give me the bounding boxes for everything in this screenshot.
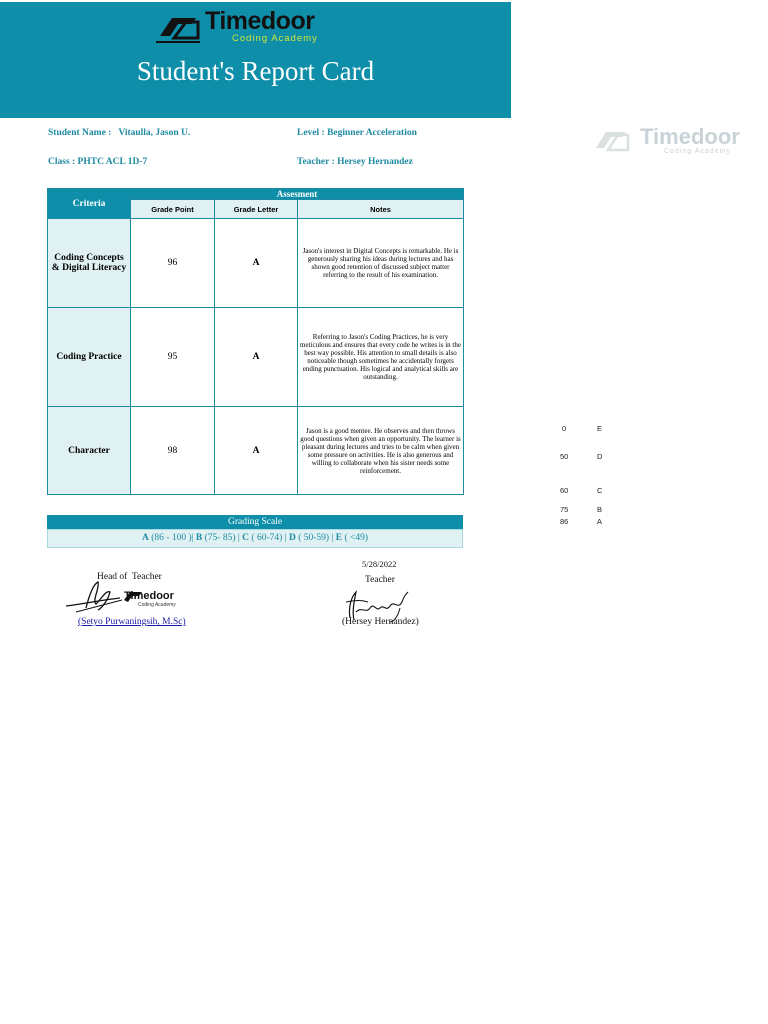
scale-letter: B [195,533,203,543]
table-row [48,219,464,308]
scale-range: (86 - 100 ) [148,533,192,543]
side-scale-letter: B [597,505,603,514]
side-scale-letter: E [597,424,603,433]
head-signature-logo-sub: Coding Academy [138,602,176,608]
grade-letter-header: Grade Letter [215,200,298,219]
assessment-header: Assesment [131,189,464,200]
page-title: Student's Report Card [136,56,375,86]
logo-subtitle: Coding Academy [232,33,318,44]
student-name-value: Vitaulla, Jason U. [118,128,191,138]
head-signature-logo-name: Timedoor [124,590,174,602]
grading-scale-title: Grading Scale [47,515,463,529]
side-scale-letter: A [597,517,603,526]
teacher-name: (Hersey Hernandez) [342,617,419,627]
grading-scale-values [47,529,463,548]
grade-point-cell: 95 [131,308,215,407]
scale-letter: E [335,533,343,543]
head-teacher-name-link[interactable]: (Setyo Purwaningsih, M.Sc) [78,617,186,627]
scale-separator: | [191,533,196,543]
head-teacher-title: Head of Teacher [97,572,162,582]
scale-range: ( 50-59) [295,533,330,543]
scale-range: ( <49) [342,533,368,543]
side-scale-min: 60 [560,486,569,495]
grade-point-cell: 96 [131,219,215,308]
watermark-logo-name: Timedoor [640,124,740,149]
side-scale-letter: C [597,486,603,495]
criteria-cell: Coding Practice [48,308,131,407]
grade-letter-cell: A [215,407,298,495]
student-name-label: Student Name : [48,128,112,138]
criteria-cell: Character [48,407,131,495]
student-name-row [48,128,190,138]
report-header [0,2,511,118]
watermark-logo-subtitle: Coding Academy [664,148,731,155]
teacher-label: Teacher : Hersey Hernandez [297,157,413,167]
scale-letter: D [288,533,296,543]
scale-letter: C [242,533,250,543]
criteria-header: Criteria [48,189,131,219]
side-scale-min: 50 [560,452,569,461]
scale-separator: | [235,533,243,543]
criteria-cell: Coding Concepts & Digital Literacy [48,219,131,308]
grade-point-cell: 98 [131,407,215,495]
notes-cell: Jason's interest in Digital Concepts is remarkable. He is generously sharing his ideas during lectures and has shown good retention of discussed subject matter referring to the result of his examination. [298,219,464,308]
grade-letter-cell: A [215,308,298,407]
table-row [48,407,464,495]
side-scale-min: 75 [560,505,569,514]
side-scale-min: 86 [560,517,569,526]
scale-separator: | [282,533,289,543]
grade-letter-cell: A [215,219,298,308]
scale-separator: | [329,533,336,543]
side-scale-min: 0 [562,424,567,433]
table-row [48,308,464,407]
teacher-title: Teacher [365,575,395,585]
class-label: Class : PHTC ACL 1D-7 [48,157,148,167]
logo-name: Timedoor [205,7,315,35]
report-date: 5/28/2022 [362,559,397,569]
level-label: Level : Beginner Acceleration [297,128,417,138]
notes-cell: Jason is a good mentee. He observes and then throws good questions when given an opportunity. The learner is pleasant during lectures and tries to be calm when given some pressure on activities. He is also generous and willing to collaborate when his sister needs some reinforcement. [298,407,464,495]
assessment-table [47,188,464,495]
grade-point-header: Grade Point [131,200,215,219]
scale-range: ( 60-74) [249,533,283,543]
scale-letter: A [142,533,149,543]
notes-cell: Referring to Jason's Coding Practices, he is very meticulous and ensures that every code he writes is in the best way possible. His attention to small details is also noticeable though sometimes he accidentally forgets ending punctuation. His logical and analytical skills are outstanding. [298,308,464,407]
side-scale-letter: D [597,452,603,461]
notes-header: Notes [298,200,464,219]
scale-range: (75- 85) [202,533,236,543]
